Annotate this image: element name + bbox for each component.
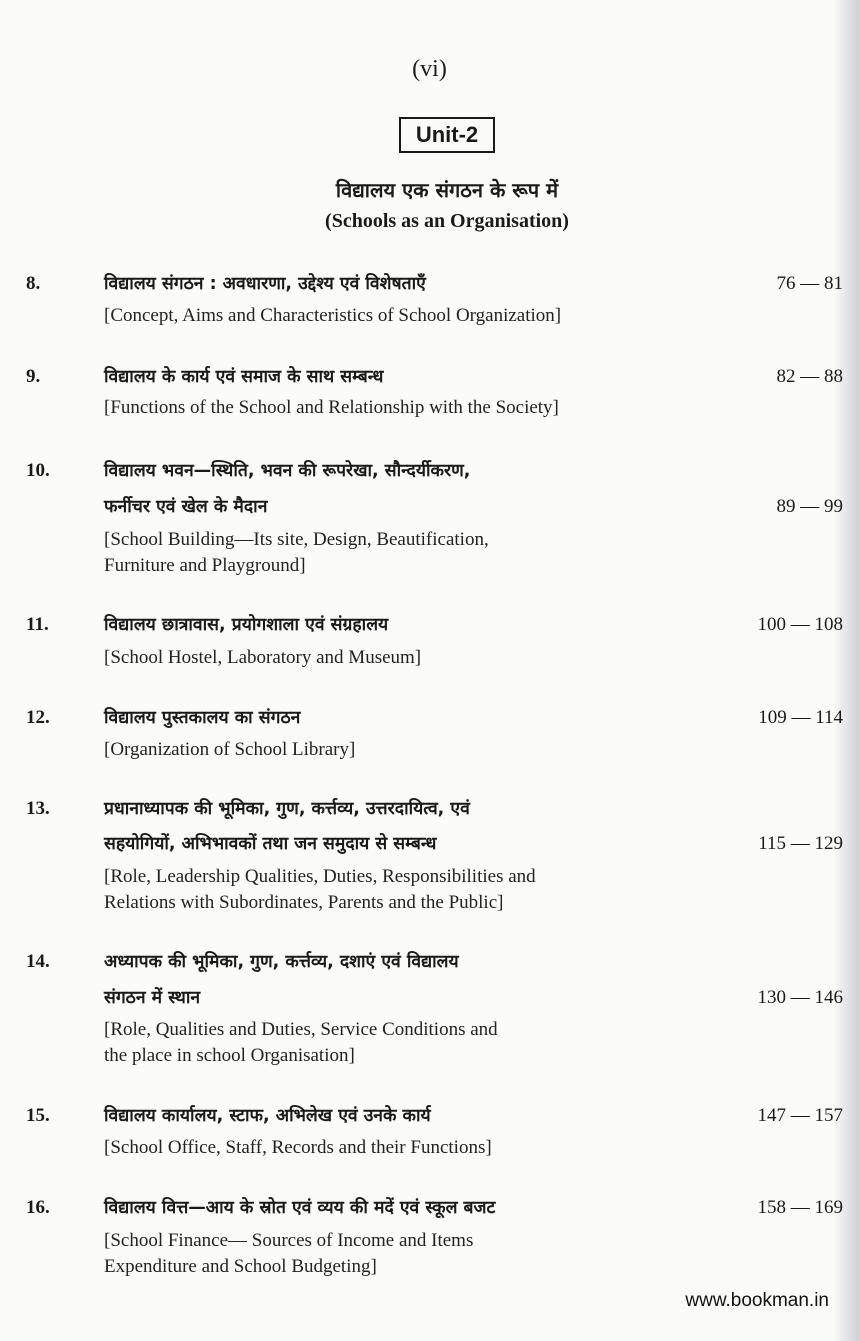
entry-number: 12. — [26, 707, 50, 728]
entry-number: 13. — [26, 798, 50, 819]
unit-title-hindi: विद्यालय एक संगठन के रूप में — [335, 178, 559, 202]
entry-number: 15. — [26, 1105, 50, 1126]
entry-page-range: 82 — 88 — [776, 366, 843, 387]
entry-page-range: 89 — 99 — [776, 496, 843, 517]
entry-number: 14. — [26, 951, 50, 972]
footer-website: www.bookman.in — [685, 1290, 829, 1311]
entry-page-range: 147 — 157 — [757, 1105, 843, 1126]
entry-number: 11. — [26, 614, 49, 635]
entry-title-hindi: फर्नीचर एवं खेल के मैदान — [104, 497, 268, 517]
entry-title-hindi: विद्यालय वित्त—आय के स्रोत एवं व्यय की मदें एवं स्कूल बजट — [104, 1198, 496, 1218]
entry-title-english: Furniture and Playground] — [104, 555, 306, 576]
entry-page-range: 100 — 108 — [757, 614, 843, 635]
entry-page-range: 109 — 114 — [758, 707, 843, 728]
entry-title-english: [School Hostel, Laboratory and Museum] — [104, 647, 422, 668]
entry-number: 10. — [26, 460, 50, 481]
entry-title-hindi: विद्यालय पुस्तकालय का संगठन — [104, 708, 301, 728]
entry-title-hindi: विद्यालय छात्रावास, प्रयोगशाला एवं संग्रहालय — [104, 615, 389, 635]
entry-title-english: [School Building—Its site, Design, Beautification, — [104, 529, 489, 550]
entry-number: 8. — [26, 273, 41, 294]
entry-number: 9. — [26, 366, 41, 387]
entry-page-range: 76 — 81 — [776, 273, 843, 294]
entry-page-range: 115 — 129 — [758, 833, 843, 854]
entry-title-hindi: विद्यालय कार्यालय, स्टाफ, अभिलेख एवं उनके कार्य — [104, 1106, 431, 1126]
entry-title-english: [Role, Leadership Qualities, Duties, Responsibilities and — [104, 866, 536, 887]
entry-title-english: the place in school Organisation] — [104, 1045, 355, 1066]
unit-title-english: (Schools as an Organisation) — [325, 210, 569, 232]
entry-title-english: [School Office, Staff, Records and their Functions] — [104, 1137, 492, 1158]
entry-title-english: [Organization of School Library] — [104, 739, 356, 760]
entry-title-hindi: प्रधानाध्यापक की भूमिका, गुण, कर्त्तव्य, उत्तरदायित्व, एवं — [104, 799, 470, 819]
entry-title-english: Relations with Subordinates, Parents and the Public] — [104, 892, 504, 913]
entry-title-hindi: सहयोगियों, अभिभावकों तथा जन समुदाय से सम्बन्ध — [104, 834, 437, 854]
entry-title-hindi: अध्यापक की भूमिका, गुण, कर्त्तव्य, दशाएं एवं विद्यालय — [104, 952, 459, 972]
entry-page-range: 130 — 146 — [757, 987, 843, 1008]
entry-title-hindi: विद्यालय के कार्य एवं समाज के साथ सम्बन्ध — [104, 367, 384, 387]
unit-label: Unit-2 — [415, 122, 479, 147]
entry-title-english: Expenditure and School Budgeting] — [104, 1256, 377, 1277]
entry-page-range: 158 — 169 — [757, 1197, 843, 1218]
entry-title-hindi: विद्यालय संगठन : अवधारणा, उद्देश्य एवं विशेषताएँ — [104, 274, 426, 294]
entry-title-english: [Concept, Aims and Characteristics of School Organization] — [104, 305, 562, 326]
entry-title-hindi: विद्यालय भवन—स्थिति, भवन की रूपरेखा, सौन्दर्यीकरण, — [104, 461, 471, 481]
page-number: (vi) — [412, 56, 447, 82]
entry-title-english: [Functions of the School and Relationship with the Society] — [104, 397, 559, 418]
entry-title-hindi: संगठन में स्थान — [104, 988, 201, 1008]
entry-number: 16. — [26, 1197, 50, 1218]
unit-heading-box — [399, 117, 495, 153]
entry-title-english: [Role, Qualities and Duties, Service Conditions and — [104, 1019, 498, 1040]
entry-title-english: [School Finance— Sources of Income and Items — [104, 1230, 474, 1251]
